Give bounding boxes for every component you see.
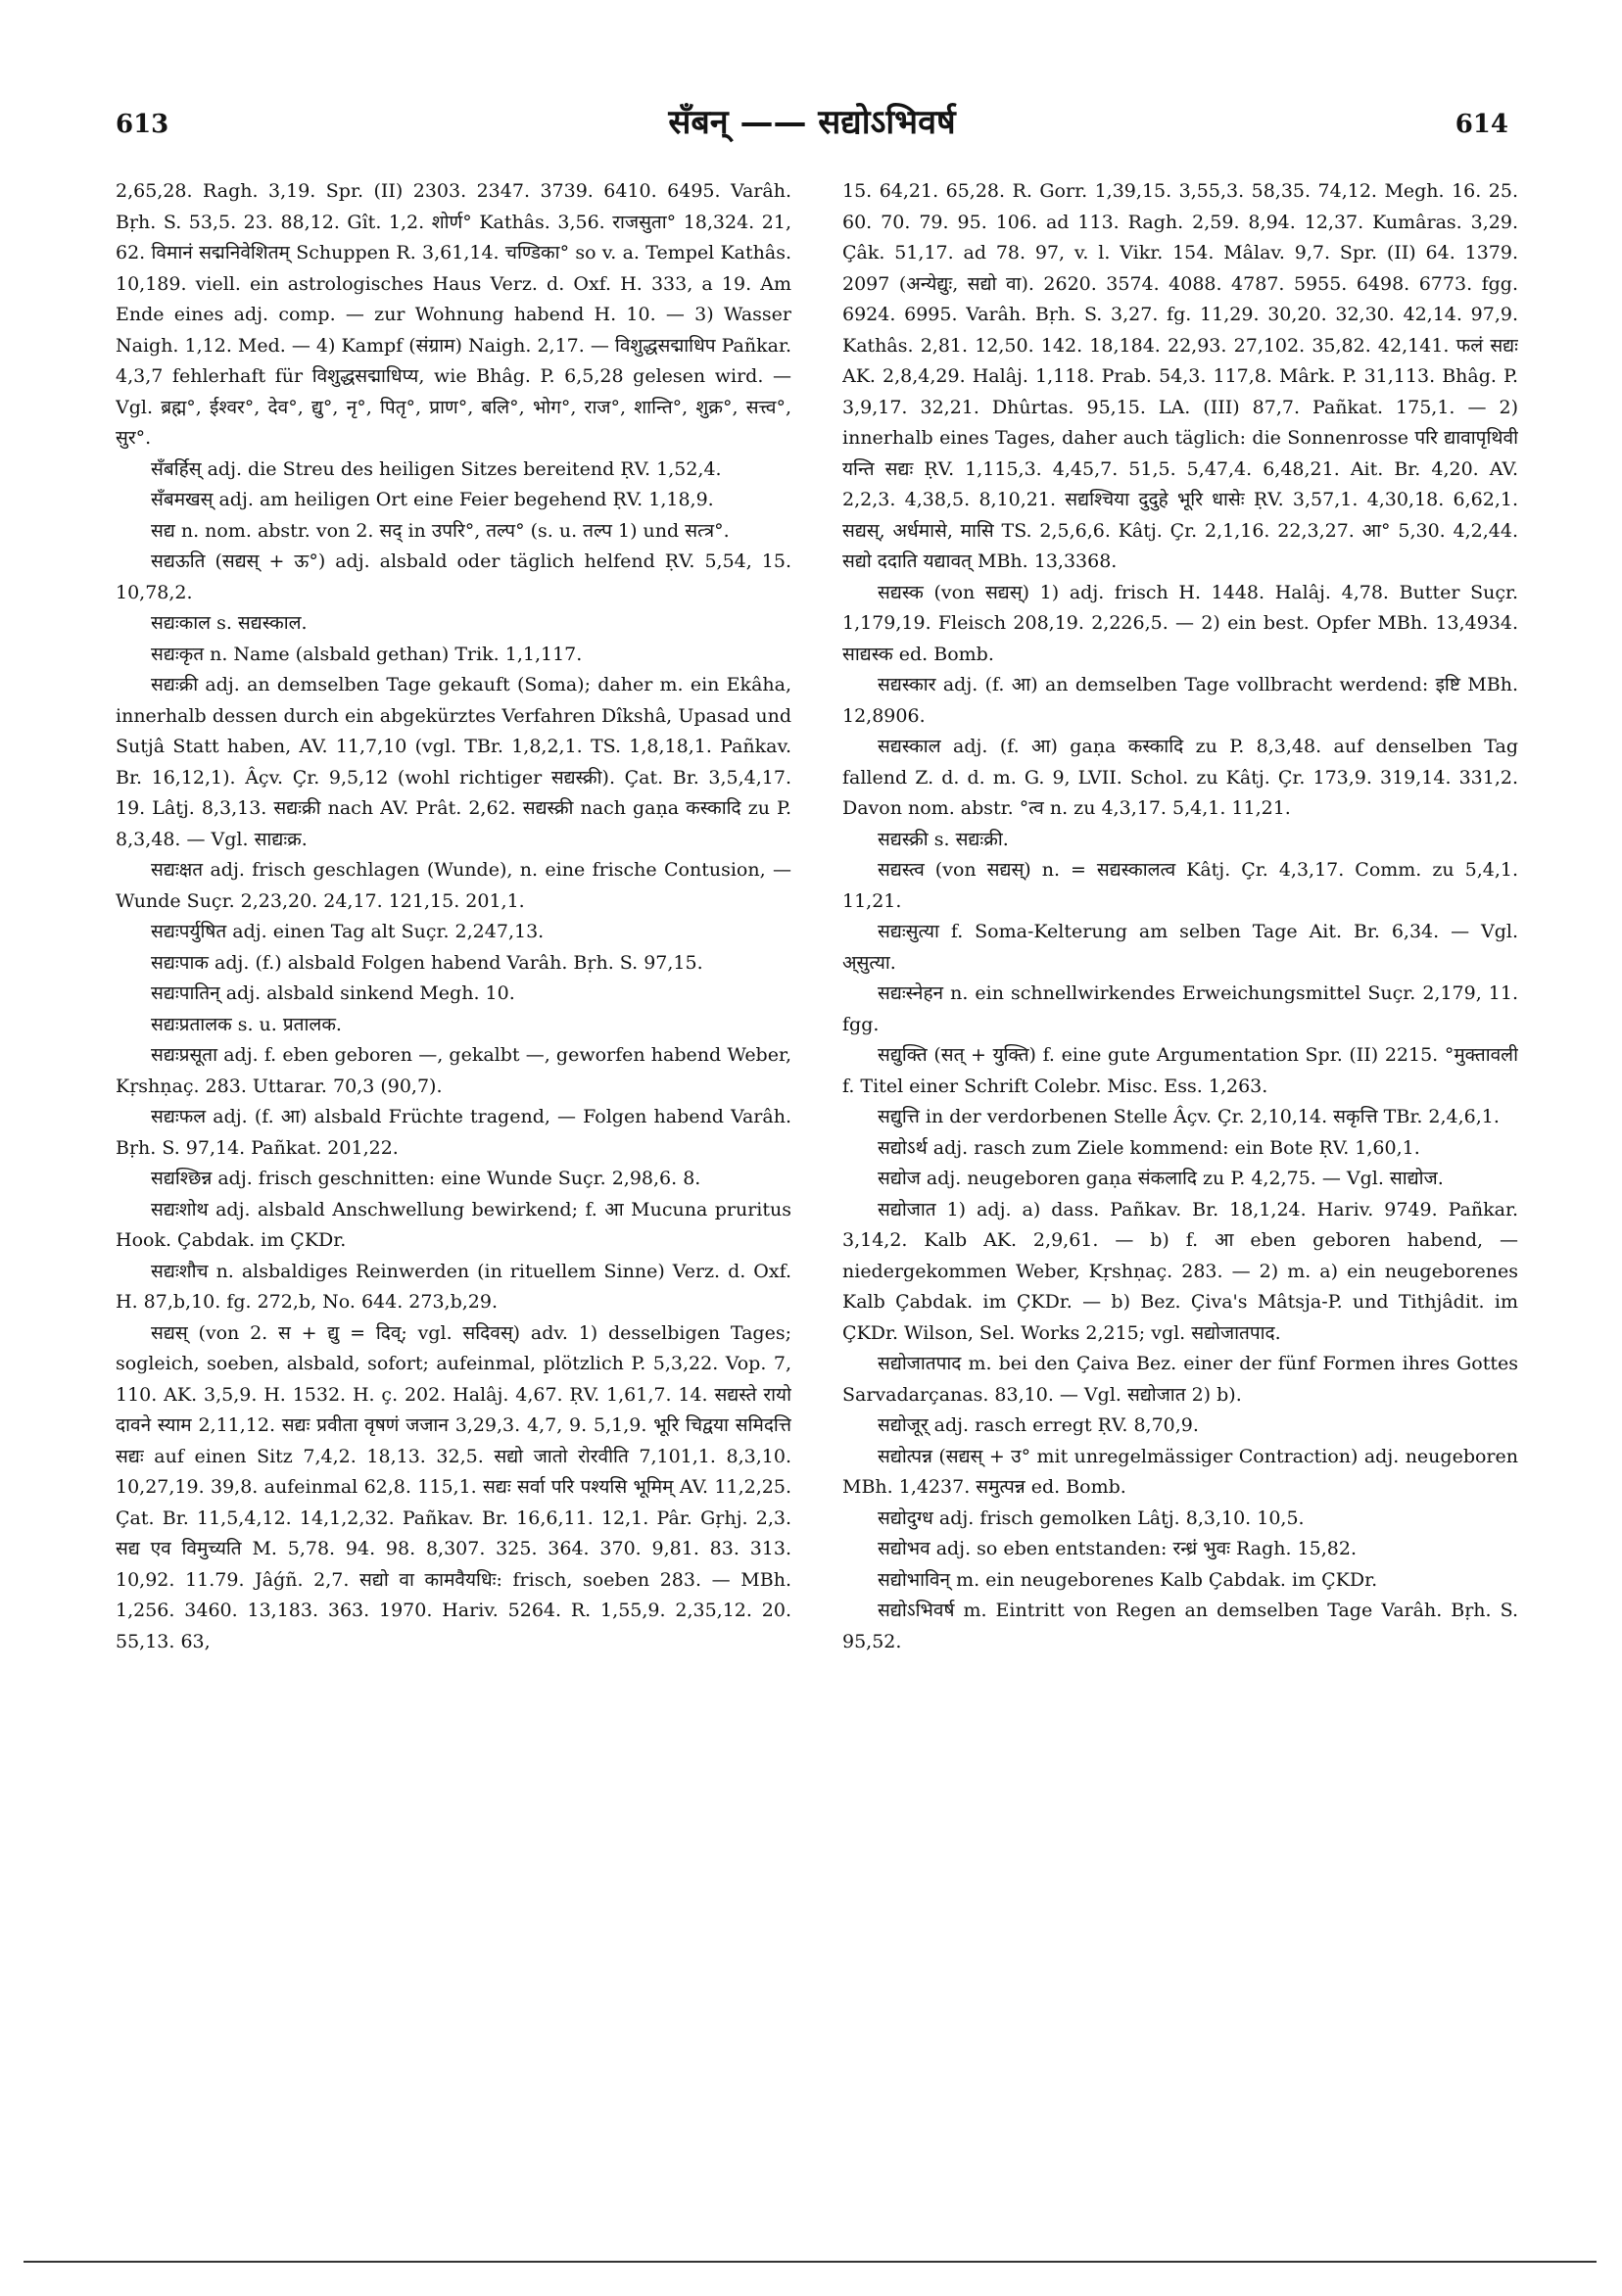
right-entry: सद्योजातपाद m. bei den Çaiva Bez. einer der fünf Formen ihres Gottes Sarvadarçanas. 83,10. — Vgl. सद्योजात 2) b).	[842, 1353, 1518, 1406]
page-number-right: 614	[1455, 110, 1508, 139]
right-entry: 15. 64,21. 65,28. R. Gorr. 1,39,15. 3,55,3. 58,35. 74,12. Megh. 16. 25. 60. 70. 79. 95. 106. ad 113. Ragh. 2,59. 8,94. 12,37. Kumâras. 3,29. Çâk. 51,17. ad 78. 97, v. l. Vikr. 154. Mâlav. 9,7. Spr. (II) 64. 1379. 2097 (अन्येद्युः, सद्यो वा). 2620. 3574. 4088. 4787. 5955. 6498. 6773. fgg. 6924. 6995. Varâh. Bṛh. S. 3,27. fg. 11,29. 30,20. 32,30. 42,14. 97,9. Kathâs. 2,81. 12,50. 142. 18,184. 22,93. 27,102. 35,82. 42,141. फलं सद्यः AK. 2,8,4,29. Halâj. 1,118. Prab. 54,3. 117,8. Mârk. P. 31,113. Bhâg. P. 3,9,17. 32,21. Dhûrtas. 95,15. LA. (III) 87,7. Pañkat. 175,1. — 2) innerhalb eines Tages, daher auch täglich: die Sonnenrosse परि द्यावापृथिवी यन्ति सद्यः ṚV. 1,115,3. 4,45,7. 51,5. 5,47,4. 6,48,21. Ait. Br. 4,20. AV. 2,2,3. 4,38,5. 8,10,21. सद्यश्चिया दुदुहे भूरि धासेः ṚV. 3,57,1. 4,30,18. 6,62,1. सद्यस्, अर्धमासे, मासि TS. 2,5,6,6. Kâtj. Çr. 2,1,16. 22,3,27. आ° 5,30. 4,2,44. सद्यो ददाति यद्यावत् MBh. 13,3368.	[842, 180, 1518, 572]
left-entry: सद्यःशौच n. alsbaldiges Reinwerden (in rituellem Sinne) Verz. d. Oxf. H. 87,b,10. fg. 272,b, No. 644. 273,b,29.	[116, 1260, 791, 1313]
right-entry: सद्योभव adj. so eben entstanden: रन्ध्रं भुवः Ragh. 15,82.	[878, 1538, 1358, 1559]
right-entry: सद्योऽर्थ adj. rasch zum Ziele kommend: ein Bote ṚV. 1,60,1.	[878, 1136, 1420, 1159]
left-entry: सँबमखस् adj. am heiligen Ort eine Feier begehend ṚV. 1,18,9.	[151, 489, 714, 510]
left-entry: सद्यऊति (सद्यस् + ऊ°) adj. alsbald oder täglich helfend ṚV. 5,54, 15. 10,78,2.	[116, 550, 791, 603]
left-entry: सद्यःपातिन् adj. alsbald sinkend Megh. 10.	[151, 982, 515, 1004]
right-entry: सद्यस्कार adj. (f. आ) an demselben Tage vollbracht werdend: इष्टि MBh. 12,8906.	[842, 674, 1518, 727]
right-entry: सद्यस्त्व (von सद्यस्) n. = सद्यस्कालत्व Kâtj. Çr. 4,3,17. Comm. zu 5,4,1. 11,21.	[842, 859, 1518, 912]
bottom-rule	[24, 2261, 1597, 2263]
right-entry: सद्योजात 1) adj. a) dass. Pañkav. Br. 18,1,24. Hariv. 9749. Pañkar. 3,14,2. Kalb AK. 2,9,61. — b) f. आ eben geboren habend, — niedergekommen Weber, Kṛshṇaç. 283. — 2) m. a) ein neugeborenes Kalb Çabdak. im ÇKDr. — b) Bez. Çiva's Mâtsja-P. und Tithjâdit. im ÇKDr. Wilson, Sel. Works 2,215; vgl. सद्योजातपाद.	[842, 1198, 1518, 1344]
left-entry: सद्यःशोथ adj. alsbald Anschwellung bewirkend; f. आ Mucuna pruritus Hook. Çabdak. im ÇKDr.	[116, 1198, 791, 1251]
page-header	[116, 98, 1508, 157]
left-entry: सँबर्हिस् adj. die Streu des heiligen Sitzes bereitend ṚV. 1,52,4.	[151, 457, 722, 480]
right-entry: सद्यःसुत्या f. Soma-Kelterung am selben Tage Ait. Br. 6,34. — Vgl. अ्सुत्या.	[842, 921, 1518, 974]
left-entry: सद्यःप्रतालक s. u. प्रतालक.	[151, 1013, 342, 1035]
right-entry: सद्युक्ति (सत् + युक्ति) f. eine gute Argumentation Spr. (II) 2215. °मुक्तावली f. Titel einer Schrift Colebr. Misc. Ess. 1,263.	[842, 1044, 1518, 1097]
page-number-left: 613	[116, 110, 169, 139]
left-entry: सद्यःकृत n. Name (alsbald gethan) Trik. 1,1,117.	[151, 643, 583, 665]
left-entry: सद्यःक्षत adj. frisch geschlagen (Wunde), n. eine frische Contusion, — Wunde Suçr. 2,23,20. 24,17. 121,15. 201,1.	[116, 859, 791, 912]
left-entry: सद्यश्छिन्न adj. frisch geschnitten: eine Wunde Suçr. 2,98,6. 8.	[151, 1168, 701, 1189]
left-entry: सद्यःप्रसूता adj. f. eben geboren —, gekalbt —, geworfen habend Weber, Kṛshṇaç. 283. Uttarar. 70,3 (90,7).	[116, 1044, 791, 1097]
left-entry: सद्यस् (von 2. स + द्यु = दिव्; vgl. सदिवस्) adv. 1) desselbigen Tages; sogleich, soeben, alsbald, sofort; aufeinmal, plötzlich P. 5,3,22. Vop. 7, 110. AK. 3,5,9. H. 1532. H. ç. 202. Halâj. 4,67. ṚV. 1,61,7. 14. सद्यस्ते रायो दावने स्याम 2,11,12. सद्यः प्रवीता वृषणं जजान 3,29,3. 4,7, 9. 5,1,9. भूरि चिद्वया समिदत्ति सद्यः auf einen Sitz 7,4,2. 18,13. 32,5. सद्यो जातो रोरवीति 7,101,1. 8,3,10. 10,27,19. 39,8. aufeinmal 62,8. 115,1. सद्यः सर्वा परि पश्यसि भूमिम् AV. 11,2,25. Çat. Br. 11,5,4,12. 14,1,2,32. Pañkav. Br. 16,6,11. 12,1. Pâr. Gṛhj. 2,3. सद्य एव विमुच्यति M. 5,78. 94. 98. 8,307. 325. 364. 370. 9,81. 83. 313. 10,92. 11.79. Jâǵñ. 2,7. सद्यो वा कामवैयधिः: frisch, soeben 283. — MBh. 1,256. 3460. 13,183. 363. 1970. Hariv. 5264. R. 1,55,9. 2,35,12. 20. 55,13. 63,	[116, 1321, 791, 1652]
right-entry: सद्योदुग्ध adj. frisch gemolken Lâṭj. 8,3,10. 10,5.	[878, 1507, 1305, 1529]
right-entry: सद्योत्पन्न (सद्यस् + उ° mit unregelmässiger Contraction) adj. neugeboren MBh. 1,4237. समुत्पन्न ed. Bomb.	[842, 1445, 1518, 1498]
left-entry: सद्यःफल adj. (f. आ) alsbald Früchte tragend, — Folgen habend Varâh. Bṛh. S. 97,14. Pañkat. 201,22.	[116, 1106, 791, 1159]
left-entry: सद्यःक्री adj. an demselben Tage gekauft (Soma); daher m. ein Ekâha, innerhalb dessen durch ein abgekürztes Verfahren Dîkshâ, Upasad und Sutjâ Statt haben, AV. 11,7,10 (vgl. TBr. 1,8,2,1. TS. 1,8,18,1. Pañkav. Br. 16,12,1). Âçv. Çr. 9,5,12 (wohl richtiger सद्यस्क्री). Çat. Br. 3,5,4,17. 19. Lâṭj. 8,3,13. सद्यःक्री nach AV. Prât. 2,62. सद्यस्क्री nach gaṇa कस्कादि zu P. 8,3,48. — Vgl. साद्यःक्र.	[116, 674, 791, 850]
left-entry: सद्यःकाल s. सद्यस्काल.	[151, 612, 308, 634]
right-entry: सद्यस्क्री s. सद्यःक्री.	[878, 828, 1009, 850]
left-entry: 2,65,28. Ragh. 3,19. Spr. (II) 2303. 2347. 3739. 6410. 6495. Varâh. Bṛh. S. 53,5. 23. 88,12. Gît. 1,2. शोर्ण° Kathâs. 3,56. राजसुता° 18,324. 21, 62. विमानं सद्मनिवेशितम् Schuppen R. 3,61,14. चण्डिका° so v. a. Tempel Kathâs. 10,189. viell. ein astrologisches Haus Verz. d. Oxf. H. 333, a 19. Am Ende eines adj. comp. — zur Wohnung habend H. 10. — 3) Wasser Naigh. 1,12. Med. — 4) Kampf (संग्राम) Naigh. 2,17. — विशुद्धसद्माधिप Pañkar. 4,3,7 fehlerhaft für विशुद्धसद्माधिप्य, wie Bhâg. P. 6,5,28 gelesen wird. — Vgl. ब्रह्म°, ईश्वर°, देव°, द्यु°, नृ°, पितृ°, प्राण°, बलि°, भोग°, राज°, शान्ति°, शुक्र°, सत्त्व°, सुर°.	[116, 180, 791, 449]
right-entry: सद्योजूर् adj. rasch erregt ṚV. 8,70,9.	[878, 1414, 1199, 1436]
left-entry: सद्यःपर्युषित adj. einen Tag alt Suçr. 2,247,13.	[151, 921, 545, 942]
right-column	[842, 176, 1518, 2214]
left-entry: सद्य n. nom. abstr. von 2. सद् in उपरि°, तल्प° (s. u. तल्प 1) und सत्त्र°.	[151, 519, 730, 542]
right-entry: सद्यःस्नेहन n. ein schnellwirkendes Erweichungsmittel Suçr. 2,179, 11. fgg.	[842, 982, 1518, 1035]
right-entry: सद्यस्क (von सद्यस्) 1) adj. frisch H. 1448. Halâj. 4,78. Butter Suçr. 1,179,19. Fleisch 208,19. 2,226,5. — 2) ein best. Opfer MBh. 13,4934. साद्यस्क ed. Bomb.	[842, 581, 1518, 665]
right-entry: सद्योज adj. neugeboren gaṇa संकलादि zu P. 4,2,75. — Vgl. साद्योज.	[878, 1168, 1444, 1189]
left-column	[116, 176, 791, 2214]
right-entry: सद्योभाविन् m. ein neugeborenes Kalb Çabdak. im ÇKDr.	[878, 1568, 1378, 1591]
right-entry: सद्युत्ति in der verdorbenen Stelle Âçv. Çr. 2,10,14. सकृत्ति TBr. 2,4,6,1.	[878, 1106, 1500, 1127]
right-entry: सद्यस्काल adj. (f. आ) gaṇa कस्कादि zu P. 8,3,48. auf denselben Tag fallend Z. d. d. m. G. 9, LVII. Schol. zu Kâtj. Çr. 173,9. 319,14. 331,2. Davon nom. abstr. °त्व n. zu 4,3,17. 5,4,1. 11,21.	[842, 736, 1518, 819]
running-title: सँबन् —— सद्योऽभिवर्ष	[668, 103, 956, 142]
right-entry: सद्योऽभिवर्ष m. Eintritt von Regen an demselben Tage Varâh. Bṛh. S. 95,52.	[842, 1600, 1518, 1652]
left-entry: सद्यःपाक adj. (f.) alsbald Folgen habend Varâh. Bṛh. S. 97,15.	[151, 951, 703, 974]
